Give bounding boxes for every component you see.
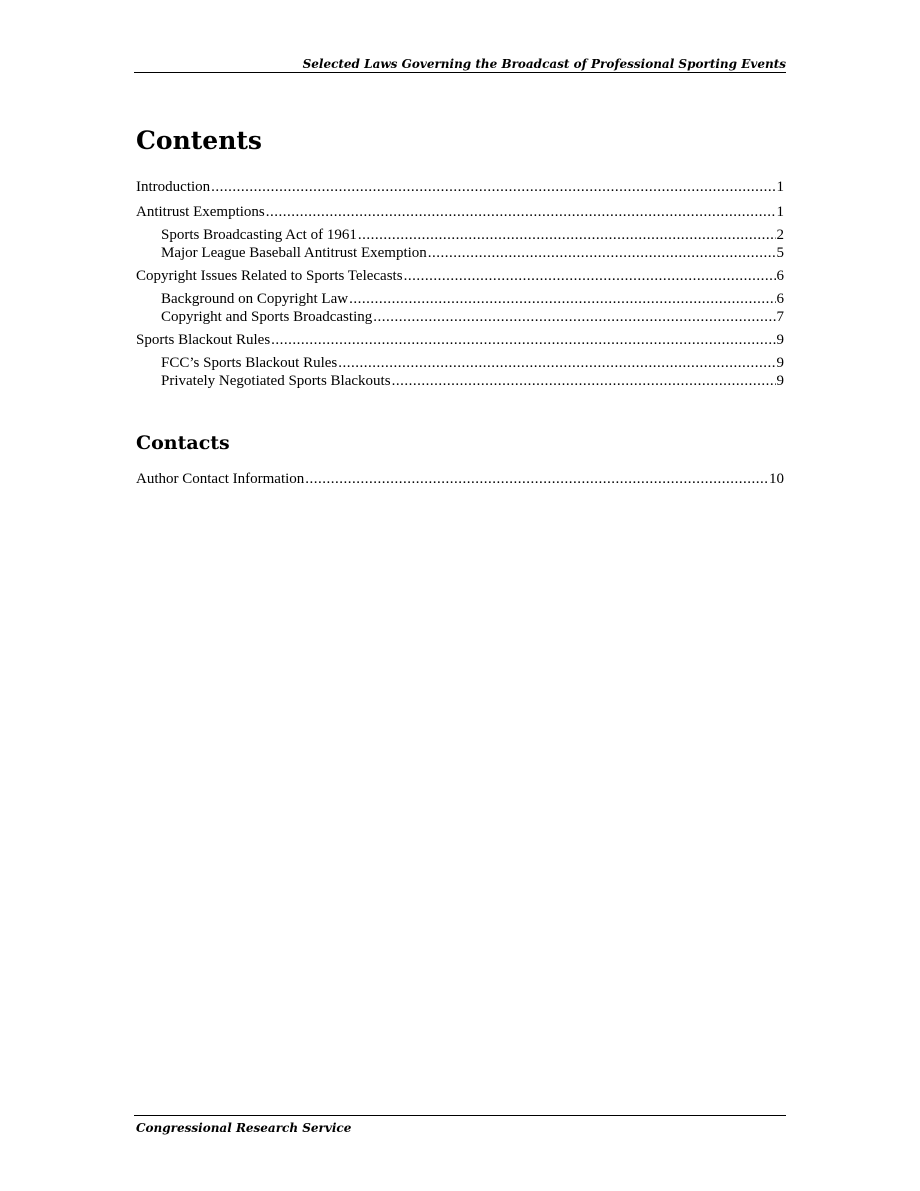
toc-page-number: 1 [776, 204, 784, 220]
toc-entry-privately-negotiated-blackouts[interactable] [161, 372, 784, 390]
toc-dot-leader [392, 372, 776, 390]
toc-dot-leader [358, 226, 776, 244]
toc-entry-introduction[interactable] [136, 178, 784, 196]
toc-entry-copyright-sports-broadcasting[interactable] [161, 308, 784, 326]
toc-entry-copyright-issues[interactable] [136, 267, 784, 285]
toc-dot-leader [266, 203, 776, 221]
toc-dot-leader [338, 354, 775, 372]
toc-entry-title: Sports Blackout Rules [136, 332, 271, 348]
contacts-list [136, 470, 784, 488]
toc-entry-title: Background on Copyright Law [161, 291, 349, 307]
toc-page-number: 2 [776, 227, 784, 243]
toc-page-number: 9 [776, 373, 784, 389]
toc-dot-leader [349, 290, 775, 308]
toc-page-number: 6 [776, 268, 784, 284]
footer-rule [134, 1115, 786, 1116]
running-header: Selected Laws Governing the Broadcast of Professional Sporting Events [302, 57, 786, 71]
toc-entry-sports-blackout-rules[interactable] [136, 331, 784, 349]
toc-dot-leader [404, 267, 776, 285]
toc-entry-title: Introduction [136, 179, 211, 195]
toc-dot-leader [373, 308, 775, 326]
toc-entry-title: Major League Baseball Antitrust Exemption [161, 245, 427, 261]
toc-entry-title: Privately Negotiated Sports Blackouts [161, 373, 391, 389]
toc-dot-leader [305, 470, 768, 488]
toc-entry-fcc-sports-blackout-rules[interactable] [161, 354, 784, 372]
header-rule [134, 72, 786, 73]
toc-page-number: 10 [769, 471, 784, 487]
toc-dot-leader [428, 244, 776, 262]
toc-entry-title: FCC’s Sports Blackout Rules [161, 355, 338, 371]
toc-entry-sports-broadcasting-act[interactable] [161, 226, 784, 244]
toc-dot-leader [271, 331, 775, 349]
toc-entry-title: Author Contact Information [136, 471, 305, 487]
running-footer: Congressional Research Service [136, 1121, 352, 1135]
toc-entry-title: Antitrust Exemptions [136, 204, 265, 220]
toc-entry-mlb-antitrust-exemption[interactable] [161, 244, 784, 262]
toc-entry-title: Copyright and Sports Broadcasting [161, 309, 373, 325]
contents-list [136, 178, 784, 392]
toc-page-number: 7 [776, 309, 784, 325]
toc-entry-author-contact-information[interactable] [136, 470, 784, 488]
toc-entry-title: Sports Broadcasting Act of 1961 [161, 227, 357, 243]
toc-page-number: 9 [776, 332, 784, 348]
toc-entry-antitrust-exemptions[interactable] [136, 203, 784, 221]
toc-dot-leader [211, 178, 775, 196]
toc-page-number: 1 [776, 179, 784, 195]
toc-page-number: 9 [776, 355, 784, 371]
toc-page-number: 5 [776, 245, 784, 261]
toc-entry-title: Copyright Issues Related to Sports Telecasts [136, 268, 403, 284]
toc-entry-background-copyright-law[interactable] [161, 290, 784, 308]
contacts-heading: Contacts [136, 432, 230, 454]
contents-heading: Contents [136, 126, 263, 155]
toc-page-number: 6 [776, 291, 784, 307]
